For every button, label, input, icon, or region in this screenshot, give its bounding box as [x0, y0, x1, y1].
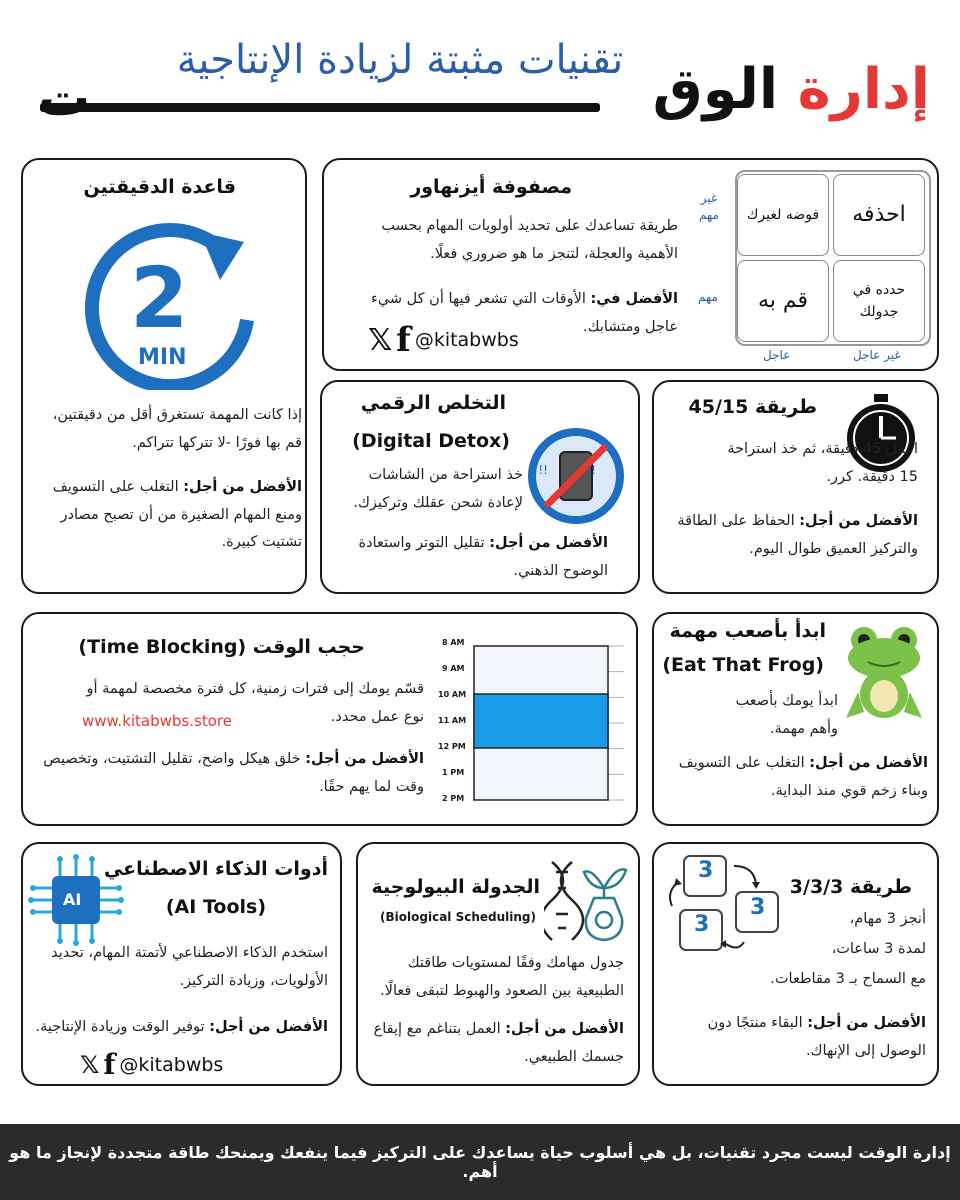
frog-best-text: التغلب على التسويف وبناء زخم قوي منذ البداية.: [678, 755, 928, 799]
eisenhower-best-text: الأوقات التي تشعر فيها أن كل شيء عاجل ومتشابك.: [371, 291, 678, 335]
social-links-top: [368, 320, 519, 360]
bio-best-text: العمل بتناغم مع إيقاع جسمك الطبيعي.: [373, 1021, 624, 1065]
frog-icon: [840, 622, 928, 726]
eisenhower-desc: طريقة تساعدك على تحديد أولويات المهام بحسب الأهمية والعجلة، لتنجز ما هو ضروري فعلًا.: [381, 218, 678, 262]
detox-best-label: الأفضل من أجل:: [489, 535, 608, 551]
ai-tools-best-label: الأفضل من أجل:: [209, 1019, 328, 1035]
two-minute-number: 2: [130, 249, 189, 347]
two-minute-best: [42, 474, 302, 557]
social-handle[interactable]: @kitabwbs: [119, 1053, 224, 1076]
cube-number-1: 3: [698, 858, 714, 883]
title-black-part: الوق: [652, 57, 779, 122]
frog-best-label: الأفضل من أجل:: [809, 755, 928, 771]
axis-urgent: عاجل: [763, 348, 791, 362]
ai-tools-best: [32, 1014, 328, 1042]
matrix-cell-delete: احذفه: [833, 174, 925, 256]
title-tail-letter: ت: [38, 68, 91, 128]
frog-desc: ابدأ يومك بأصعب وأهم مهمة.: [735, 693, 838, 737]
method-333-desc-1: أنجز 3 مهام،: [849, 911, 926, 927]
social-links-bottom: [80, 1048, 223, 1081]
facebook-icon[interactable]: f: [396, 320, 411, 360]
axis-not-urgent: غير عاجل: [853, 348, 901, 362]
title-red-part: إدارة: [797, 57, 930, 122]
ai-chip-label: AI: [63, 890, 82, 909]
method-45-best-label: الأفضل من أجل:: [799, 513, 918, 529]
bio-title-en: (Biological Scheduling): [380, 910, 536, 924]
time-blocking-best-label: الأفضل من أجل:: [305, 751, 424, 767]
svg-text:!!: !!: [538, 463, 548, 477]
matrix-cell-delegate: فوضه لغيرك: [737, 174, 829, 256]
axis-important: مهم: [698, 290, 718, 304]
ai-tools-best-text: توفير الوقت وزيادة الإنتاجية.: [35, 1019, 205, 1035]
footer-banner: [0, 1124, 960, 1200]
two-minute-desc: إذا كانت المهمة تستغرق أقل من دقيقتين، قم بها فورًا -لا تتركها تتراكم.: [52, 407, 302, 451]
two-minute-title: قاعدة الدقيقتين: [83, 176, 236, 198]
matrix-cell-do: قم به: [737, 260, 829, 342]
time-blocking-best: [24, 746, 424, 801]
no-phone-icon: [524, 424, 628, 528]
eisenhower-title: مصفوفة أيزنهاور: [410, 176, 572, 198]
hour-label: 9 AM: [442, 664, 465, 673]
frog-best: [666, 750, 928, 805]
bio-best: [368, 1016, 624, 1071]
time-blocking-hour-labels: [436, 634, 476, 810]
hour-label: 8 AM: [442, 638, 465, 647]
frog-title-en: (Eat That Frog): [662, 654, 824, 676]
detox-best-text: تقليل التوتر واستعادة الوضوح الذهني.: [358, 535, 608, 579]
footer-text: إدارة الوقت ليست مجرد تقنيات، بل هي أسلوب حياة يساعدك على التركيز فيما ينفعك ويمنحك طاقة متجددة لإنجاز ما هو أهم.: [9, 1143, 951, 1181]
time-blocking-desc: قسّم يومك إلى فترات زمنية، كل فترة مخصصة لمهمة أو نوع عمل محدد.: [86, 681, 424, 725]
ai-tools-title-en: (AI Tools): [165, 896, 266, 918]
hour-label: 10 AM: [438, 690, 467, 699]
detox-title: التخلص الرقمي: [360, 392, 506, 414]
method-333-best-label: الأفضل من أجل:: [807, 1015, 926, 1031]
social-handle[interactable]: @kitabwbs: [414, 329, 519, 351]
method-45-title: طريقة 45/15: [688, 396, 817, 418]
bio-best-label: الأفضل من أجل:: [505, 1021, 624, 1037]
hour-label: 12 PM: [438, 742, 466, 751]
method-45-best-text: الحفاظ على الطاقة والتركيز العميق طوال اليوم.: [677, 513, 918, 557]
detox-desc: خذ استراحة من الشاشات لإعادة شحن عقلك وتركيزك.: [353, 467, 523, 511]
title-extension-line: [40, 103, 600, 112]
dna-plant-icon: [544, 858, 630, 944]
website-link[interactable]: www.kitabwbs.store: [82, 712, 232, 730]
two-minute-best-label: الأفضل من أجل:: [183, 479, 302, 495]
cube-number-2: 3: [750, 895, 766, 920]
two-minute-best-text: التغلب على التسويف ومنع المهام الصغيرة من أن تصبح مصادر تشتيت كبيرة.: [52, 479, 302, 551]
method-45-best: [658, 508, 918, 563]
hour-label: 1 PM: [442, 768, 465, 777]
method-333-best: [666, 1010, 926, 1065]
axis-not-important: غير مهم: [699, 191, 719, 222]
hour-label: 2 PM: [442, 794, 465, 803]
method-333-desc-2: لمدة 3 ساعات،: [831, 941, 926, 957]
ai-tools-desc: استخدم الذكاء الاصطناعي لأتمتة المهام، تحديد الأولويات، وزيادة التركيز.: [51, 945, 328, 989]
two-minute-min-label: MIN: [138, 345, 187, 370]
x-icon[interactable]: 𝕏: [80, 1050, 100, 1079]
facebook-icon[interactable]: f: [103, 1048, 116, 1081]
cube-number-3: 3: [694, 912, 710, 937]
matrix-cell-schedule: حدده في جدولك: [833, 260, 925, 342]
method-333-desc-3: مع السماح بـ 3 مقاطعات.: [770, 971, 926, 987]
detox-title-en: (Digital Detox): [352, 430, 510, 452]
bio-desc: جدول مهامك وفقًا لمستويات طاقتك الطبيعية بين الصعود والهبوط لتبقى فعالًا.: [380, 955, 624, 999]
page-subtitle: تقنيات مثبتة لزيادة الإنتاجية: [176, 37, 624, 83]
ai-tools-title: أدوات الذكاء الاصطناعي: [103, 858, 328, 880]
time-blocking-title: حجب الوقت (Time Blocking): [78, 636, 365, 658]
svg-text:!!: !!: [586, 463, 596, 477]
method-333-title: طريقة 3/3/3: [789, 876, 912, 898]
method-333-best-text: البقاء منتجًا دون الوصول إلى الإنهاك.: [707, 1015, 926, 1059]
x-icon[interactable]: 𝕏: [368, 322, 393, 358]
frog-title: ابدأ بأصعب مهمة: [669, 620, 826, 642]
hour-label: 11 AM: [438, 716, 467, 725]
time-blocking-best-text: خلق هيكل واضح، تقليل التشتيت، وتخصيص وقت لما يهم حقًا.: [43, 751, 424, 795]
page-title: [652, 57, 930, 122]
bio-title: الجدولة البيولوجية: [371, 876, 540, 898]
method-45-desc: اعمل 45 دقيقة، ثم خذ استراحة 15 دقيقة. كرر.: [727, 441, 918, 485]
eisenhower-best-label: الأفضل في:: [590, 291, 678, 307]
detox-best: [338, 530, 608, 585]
